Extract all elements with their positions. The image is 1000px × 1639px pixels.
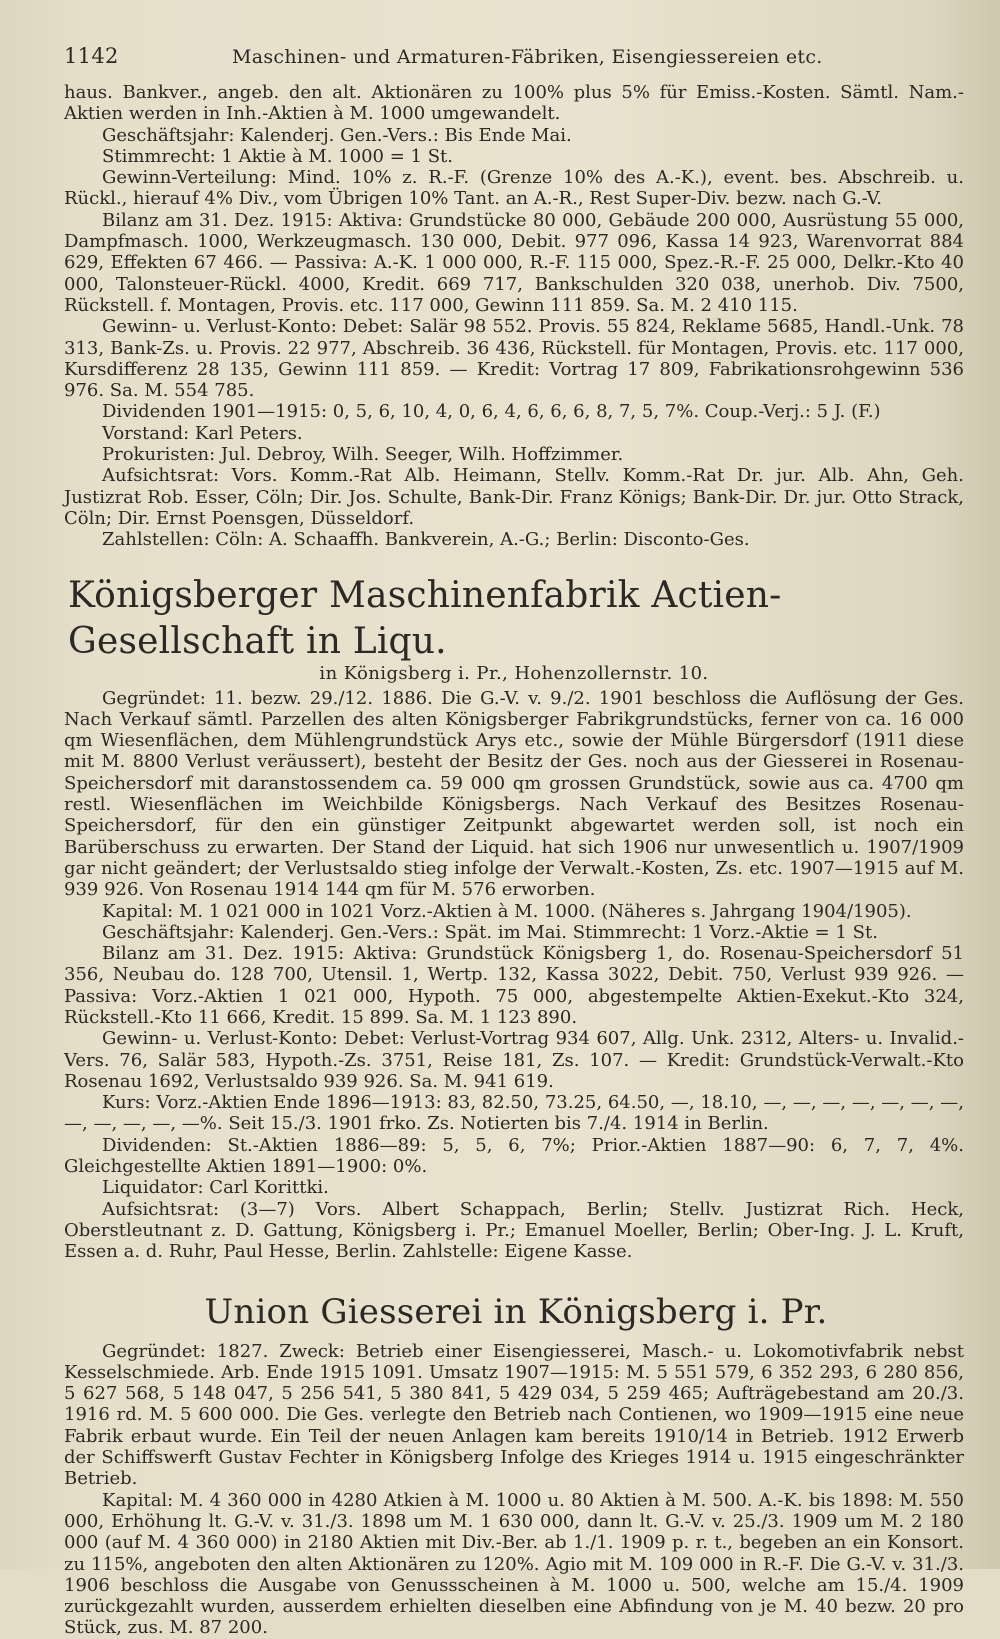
section-subtitle: in Königsberg i. Pr., Hohenzollernstr. 10. xyxy=(319,662,709,684)
paragraph-kapital: Kapital: M. 4 360 000 in 4280 Atkien à M. 1000 u. 80 Aktien à M. 500. A.-K. bis 1898: M. 550 000, Erhöhung lt. G.-V. v. 31./3. 1898 um M. 1 630 000, dann lt. G.-V. v. 25./3. 1909 um M. 2 180 000 (auf M. 4 360 000) in 2180 Aktien mit Div.-Ber. ab 1./1. 1909 p. r. t., begeben an ein Konsort. zu 115%, angeboten den alten Aktionären zu 120%. Agio mit M. 109 000 in R.-F. Die G.-V. v. 31./3. 1906 beschloss die Ausgabe von Genussscheinen à M. 1000 u. 500, welche am 15./4. 1909 zurückgezahlt wurden, ausserdem erhielten dieselben eine Abfindung von je M. 40 bezw. 20 pro Stück, zus. M. 87 200. xyxy=(64,1489,964,1639)
section-union-giesserei xyxy=(64,1289,964,1639)
paragraph-geschaeftsjahr: Geschäftsjahr: Kalenderj. Gen.-Vers.: Spät. im Mai. Stimmrecht: 1 Vorz.-Aktie = 1 St. xyxy=(102,921,878,943)
paragraph-gegruendet: Gegründet: 11. bezw. 29./12. 1886. Die G.-V. v. 9./2. 1901 beschloss die Auflösung der Ges. Nach Verkauf sämtl. Parzellen des alten Königsberger Fabrikgrundstücks, ferner von ca. 16 000 qm Wiesenflächen, dem Mühlengrundstück Arys etc., sowie der Mühle Bürgersdorf (1911 diese mit M. 8800 Verlust veräussert), besteht der Besitz der Ges. noch aus der Giesserei in Rosenau-Speichersdorf mit daranstossendem ca. 59 000 qm grossen Grundstück, sowie aus ca. 4700 qm restl. Wiesenflächen im Weichbilde Königsbergs. Nach Verkauf des Besitzes Rosenau-Speichersdorf, für den ein günstiger Zeitpunkt abgewartet werden soll, ist noch ein Barüberschuss zu erwarten. Der Stand der Liquid. hat sich 1906 nur unwesentlich u. 1907/1909 gar nicht geändert; der Verlustsaldo stieg infolge der Verwalt.-Kosten, Zs. etc. 1907—1915 auf M. 939 926. Von Rosenau 1914 144 qm für M. 576 erworben. xyxy=(64,687,964,901)
paragraph-bilanz: Bilanz am 31. Dez. 1915: Aktiva: Grundstücke 80 000, Gebäude 200 000, Ausrüstung 55 000, Dampfmasch. 1000, Werkzeugmasch. 130 000, Debit. 977 096, Kassa 14 923, Warenvorrat 884 629, Effekten 67 466. — Passiva: A.-K. 1 000 000, R.-F. 115 000, Spez.-R.-F. 25 000, Delkr.-Kto 40 000, Talonsteuer-Rückl. 4000, Kredit. 669 717, Bankschulden 320 038, unerhob. Div. 7500, Rückstell. f. Montagen, Provis. etc. 117 000, Gewinn 111 859. Sa. M. 2 410 115. xyxy=(64,209,964,316)
paragraph-stimmrecht: Stimmrecht: 1 Aktie à M. 1000 = 1 St. xyxy=(102,145,453,167)
paragraph-aufsichtsrat: Aufsichtsrat: Vors. Komm.-Rat Alb. Heimann, Stellv. Komm.-Rat Dr. jur. Alb. Ahn, Geh. Justizrat Rob. Esser, Cöln; Dir. Jos. Schulte, Bank-Dir. Franz Königs; Bank-Dir. Dr. jur. Otto Strack, Cöln; Dir. Ernst Poensgen, Düsseldorf. xyxy=(64,465,964,529)
paragraph-bankverein: haus. Bankver., angeb. den alt. Aktionären zu 100% plus 5% für Emiss.-Kosten. Sämtl. Nam.-Aktien werden in Inh.-Aktien à M. 1000 umgewandelt. xyxy=(64,82,964,125)
paragraph-kurs: Kurs: Vorz.-Aktien Ende 1896—1913: 83, 82.50, 73.25, 64.50, —, 18.10, —, —, —, —, —, —, —, —, —, —, —, —%. Seit 15./3. 1901 frko. Zs. Notierten bis 7./4. 1914 in Berlin. xyxy=(64,1092,964,1135)
paragraph-zahlstellen: Zahlstellen: Cöln: A. Schaaffh. Bankverein, A.-G.; Berlin: Disconto-Ges. xyxy=(102,529,750,551)
paragraph-prokuristen: Prokuristen: Jul. Debroy, Wilh. Seeger, Wilh. Hoffzimmer. xyxy=(102,444,624,466)
paragraph-aufsichtsrat: Aufsichtsrat: (3—7) Vors. Albert Schappach, Berlin; Stellv. Justizrat Rich. Heck, Oberstleutnant z. D. Gattung, Königsberg i. Pr.; Emanuel Moeller, Berlin; Ober-Ing. J. L. Kruft, Essen a. d. Ruhr, Paul Hesse, Berlin. Zahlstelle: Eigene Kasse. xyxy=(64,1198,964,1263)
running-title: Maschinen- und Armaturen-Fäbriken, Eisengiessereien etc. xyxy=(232,46,823,68)
paragraph-liquidator: Liquidator: Carl Korittki. xyxy=(102,1177,329,1199)
paragraph-gegruendet: Gegründet: 1827. Zweck: Betrieb einer Eisengiesserei, Masch.- u. Lokomotivfabrik nebst Kesselschmiede. Arb. Ende 1915 1091. Umsatz 1907—1915: M. 5 551 579, 6 352 293, 6 280 856, 5 627 568, 5 148 047, 5 256 541, 5 380 841, 5 429 034, 5 259 465; Aufträgebestand am 20./3. 1916 rd. M. 5 600 000. Die Ges. verlegte den Betrieb nach Contienen, wo 1909—1915 eine neue Fabrik erbaut wurde. Ein Teil der neuen Anlagen kam bereits 1910/14 in Betrieb. 1912 Erwerb der Schiffswerft Gustav Fechter in Königsberg Infolge des Krieges 1914 u. 1915 eingeschränkter Betrieb. xyxy=(64,1340,964,1490)
paragraph-vorstand: Vorstand: Karl Peters. xyxy=(102,422,303,444)
paragraph-geschaeftsjahr: Geschäftsjahr: Kalenderj. Gen.-Vers.: Bis Ende Mai. xyxy=(102,124,572,146)
page-number: 1142 xyxy=(64,44,119,68)
paragraph-kapital: Kapital: M. 1 021 000 in 1021 Vorz.-Aktien à M. 1000. (Näheres s. Jahrgang 1904/1905). xyxy=(102,900,912,922)
paragraph-gewinn-verteilung: Gewinn-Verteilung: Mind. 10% z. R.-F. (Grenze 10% des A.-K.), event. bes. Abschreib. u. Rückl., hierauf 4% Div., vom Übrigen 10% Tant. an A.-R., Rest Super-Div. bezw. nach G.-V. xyxy=(64,167,964,210)
paragraph-dividenden: Dividenden 1901—1915: 0, 5, 6, 10, 4, 0, 6, 4, 6, 6, 6, 8, 7, 5, 7%. Coup.-Verj.: 5 J. (F.) xyxy=(102,401,881,423)
section-maschinenfabrik-continued xyxy=(64,82,964,551)
paragraph-gewinn-verlust: Gewinn- u. Verlust-Konto: Debet: Verlust-Vortrag 934 607, Allg. Unk. 2312, Alters- u. Invalid.-Vers. 76, Salär 583, Hypoth.-Zs. 3751, Reise 181, Zs. 107. — Kredit: Grundstück-Verwalt.-Kto Rosenau 1692, Verlustsaldo 939 926. Sa. M. 941 619. xyxy=(64,1028,964,1092)
paragraph-bilanz: Bilanz am 31. Dez. 1915: Aktiva: Grundstück Königsberg 1, do. Rosenau-Speichersdorf 51 356, Neubau do. 128 700, Utensil. 1, Wertp. 132, Kassa 3022, Debit. 750, Verlust 939 926. — Passiva: Vorz.-Aktien 1 021 000, Hypoth. 75 000, abgestempelte Aktien-Exekut.-Kto 324, Rückstell.-Kto 11 666, Kredit. 15 899. Sa. M. 1 123 890. xyxy=(64,943,964,1028)
section-title: Königsberger Maschinenfabrik Actien-Gesellschaft in Liqu. xyxy=(68,574,782,662)
paragraph-gewinn-verlust: Gewinn- u. Verlust-Konto: Debet: Salär 98 552. Provis. 55 824, Reklame 5685, Handl.-Unk. 78 313, Bank-Zs. u. Provis. 22 977, Abschreib. 36 436, Rückstell. für Montagen, Provis. etc. 117 000, Kursdifferenz 28 135, Gewinn 111 859. — Kredit: Vortrag 17 809, Fabrikationsrohgewinn 536 976. Sa. M. 554 785. xyxy=(64,316,964,402)
section-koenigsberger-maschinenfabrik xyxy=(64,573,964,1263)
section-title: Union Giesserei in Königsberg i. Pr. xyxy=(204,1291,828,1332)
paragraph-dividenden: Dividenden: St.-Aktien 1886—89: 5, 5, 6, 7%; Prior.-Aktien 1887—90: 6, 7, 7, 4%. Gleichgestellte Aktien 1891—1900: 0%. xyxy=(64,1134,964,1178)
page-header xyxy=(64,44,964,68)
